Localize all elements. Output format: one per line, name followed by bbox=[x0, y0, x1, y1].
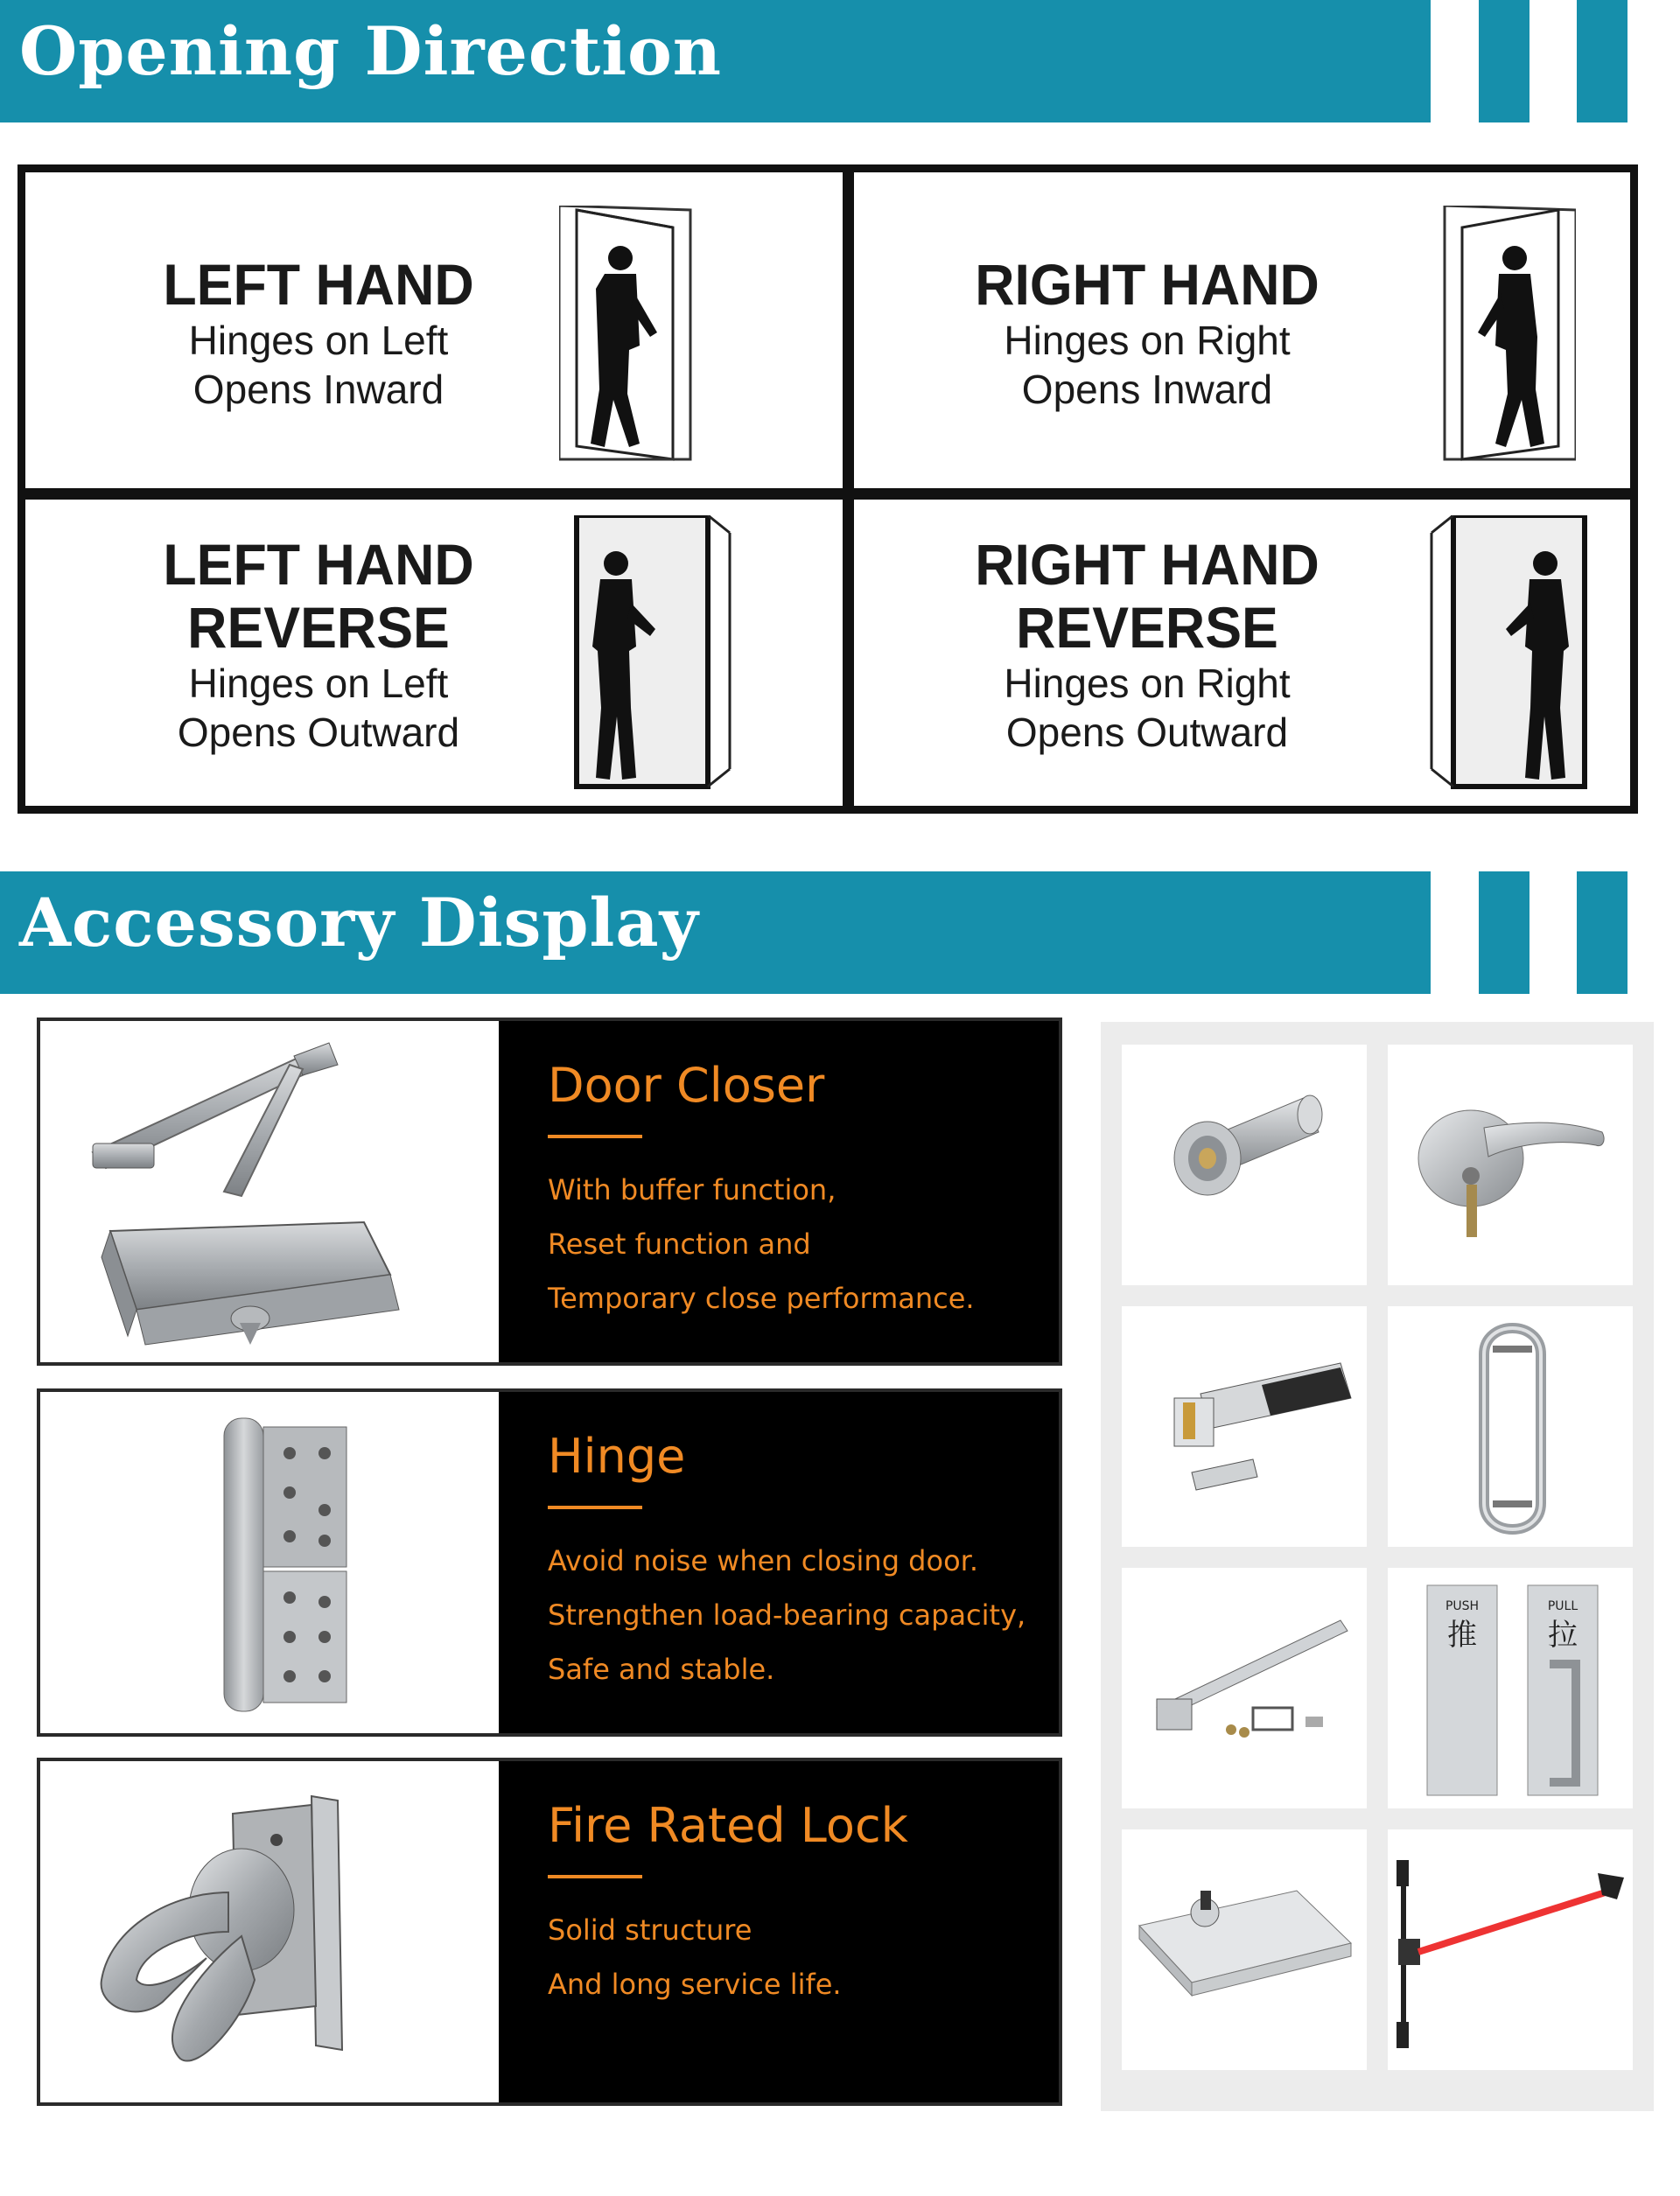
accessory-title: Hinge bbox=[548, 1429, 686, 1484]
direction-heading: RIGHT HAND bbox=[975, 532, 1320, 597]
description-line: Temporary close performance. bbox=[548, 1282, 975, 1315]
pull-label-cn: 拉 bbox=[1548, 1618, 1578, 1653]
description-line: Reset function and bbox=[548, 1227, 811, 1261]
door-closer-image bbox=[40, 1021, 495, 1362]
cell-left-hand bbox=[25, 172, 830, 483]
door-person-icon bbox=[1401, 206, 1576, 468]
title-underline bbox=[548, 1135, 642, 1138]
direction-heading: LEFT HAND bbox=[163, 532, 474, 597]
description-line: Safe and stable. bbox=[548, 1653, 775, 1686]
product-grid bbox=[1101, 1022, 1654, 2111]
direction-hinges: Hinges on Right bbox=[1004, 318, 1291, 363]
description-line: Avoid noise when closing door. bbox=[548, 1544, 979, 1577]
pull-handle-tile bbox=[1388, 1306, 1633, 1547]
door-person-icon bbox=[559, 206, 734, 468]
accessory-display-header bbox=[0, 871, 1431, 994]
patch-lock-icon bbox=[1122, 1306, 1367, 1547]
push-bar-icon bbox=[1388, 1829, 1633, 2070]
pull-handle-icon bbox=[1388, 1306, 1633, 1547]
direction-opens: Opens Outward bbox=[1005, 710, 1289, 755]
section-title: Accessory Display bbox=[19, 884, 699, 962]
accessory-hinge bbox=[37, 1388, 1062, 1737]
push-pull-plate-tile bbox=[1388, 1568, 1633, 1808]
title-underline bbox=[548, 1506, 642, 1509]
door-closer-info bbox=[499, 1021, 1059, 1362]
accessory-description bbox=[548, 1903, 842, 2011]
push-pull-plate-icon bbox=[1388, 1568, 1633, 1808]
description-line: And long service life. bbox=[548, 1968, 842, 2001]
direction-opens: Opens Inward bbox=[1021, 367, 1273, 412]
direction-heading-reverse: REVERSE bbox=[187, 595, 450, 660]
accessory-title: Door Closer bbox=[548, 1058, 825, 1113]
patch-lock-tile bbox=[1122, 1306, 1367, 1547]
description-line: Strengthen load-bearing capacity, bbox=[548, 1598, 1026, 1632]
header-stripe bbox=[1479, 0, 1530, 122]
cell-left-hand-reverse bbox=[25, 500, 830, 810]
push-label-cn: 推 bbox=[1447, 1618, 1477, 1653]
fire-rated-lock-info bbox=[499, 1761, 1059, 2102]
door-viewer-icon bbox=[1122, 1045, 1367, 1285]
header-stripe bbox=[1577, 0, 1628, 122]
floor-spring-icon bbox=[1122, 1829, 1367, 2070]
accessory-door-closer bbox=[37, 1018, 1062, 1366]
lever-handle-tile bbox=[1388, 1045, 1633, 1285]
accessory-title: Fire Rated Lock bbox=[548, 1798, 908, 1853]
cell-right-hand bbox=[854, 172, 1659, 483]
direction-opens: Opens Outward bbox=[177, 710, 460, 755]
hinge-info bbox=[499, 1392, 1059, 1733]
door-viewer-tile bbox=[1122, 1045, 1367, 1285]
direction-hinges: Hinges on Right bbox=[1004, 661, 1291, 706]
opening-direction-header bbox=[0, 0, 1431, 122]
door-person-icon bbox=[568, 515, 743, 795]
section-title: Opening Direction bbox=[19, 12, 723, 90]
direction-heading: LEFT HAND bbox=[163, 252, 474, 317]
accessory-description bbox=[548, 1163, 975, 1325]
pull-label: PULL bbox=[1547, 1599, 1578, 1613]
direction-hinges: Hinges on Left bbox=[188, 661, 449, 706]
direction-heading-reverse: REVERSE bbox=[1016, 595, 1278, 660]
door-person-icon bbox=[1418, 515, 1593, 795]
lever-handle-icon bbox=[1388, 1045, 1633, 1285]
push-label: PUSH bbox=[1445, 1599, 1480, 1613]
cell-right-hand-reverse bbox=[854, 500, 1659, 810]
panic-bar-tile bbox=[1122, 1568, 1367, 1808]
description-line: With buffer function, bbox=[548, 1173, 836, 1206]
panic-bar-icon bbox=[1122, 1568, 1367, 1808]
accessory-description bbox=[548, 1534, 1026, 1696]
accessory-fire-rated-lock bbox=[37, 1758, 1062, 2106]
header-stripe bbox=[1479, 871, 1530, 994]
table-divider bbox=[25, 488, 1630, 500]
floor-spring-tile bbox=[1122, 1829, 1367, 2070]
opening-direction-table bbox=[18, 164, 1638, 814]
description-line: Solid structure bbox=[548, 1913, 752, 1947]
direction-hinges: Hinges on Left bbox=[188, 318, 449, 363]
direction-opens: Opens Inward bbox=[192, 367, 444, 412]
title-underline bbox=[548, 1875, 642, 1878]
push-bar-tile bbox=[1388, 1829, 1633, 2070]
hinge-image bbox=[40, 1392, 495, 1733]
direction-heading: RIGHT HAND bbox=[975, 252, 1320, 317]
header-stripe bbox=[1577, 871, 1628, 994]
fire-rated-lock-image bbox=[40, 1761, 495, 2102]
